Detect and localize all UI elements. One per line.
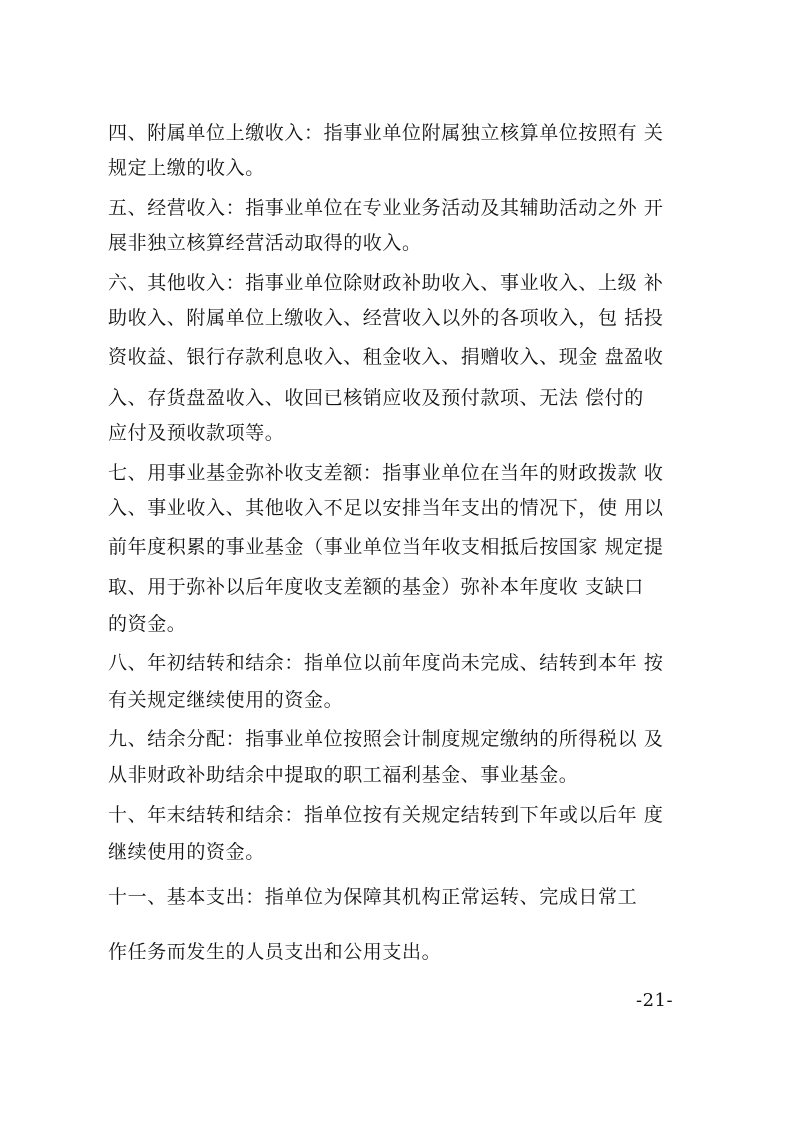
text-line: 展非独立核算经营活动取得的收入。	[108, 232, 422, 254]
text-line: 继续使用的资金。	[108, 841, 265, 863]
text-line: 入、存货盘盈收入、收回已核销应收及预付款项、无法 偿付的	[108, 387, 644, 409]
text-line: 六、其他收入：指事业单位除财政补助收入、事业收入、上级 补	[108, 272, 664, 294]
text-line: 九、结余分配：指事业单位按照会计制度规定缴纳的所得税以 及	[108, 728, 664, 750]
text-line: 取、用于弥补以后年度收支差额的基金）弥补本年度收 支缺口	[108, 576, 644, 598]
text-line: 从非财政补助结余中提取的职工福利基金、事业基金。	[108, 764, 579, 786]
text-line: 四、附属单位上缴收入：指事业单位附属独立核算单位按照有 关	[108, 122, 664, 144]
text-line: 有关规定继续使用的资金。	[108, 689, 344, 711]
text-line: 十、年末结转和结余：指单位按有关规定结转到下年或以后年 度	[108, 804, 664, 826]
text-line: 八、年初结转和结余：指单位以前年度尚未完成、结转到本年 按	[108, 652, 664, 674]
text-line: 作任务而发生的人员支出和公用支出。	[108, 941, 442, 963]
text-line: 规定上缴的收入。	[108, 157, 265, 179]
text-line: 入、事业收入、其他收入不足以安排当年支出的情况下，使 用以	[108, 497, 664, 519]
text-line: 的资金。	[108, 613, 187, 635]
text-line: 助收入、附属单位上缴收入、经营收入以外的各项收入，包 括投	[108, 307, 664, 329]
text-line: 应付及预收款项等。	[108, 422, 285, 444]
text-line: 资收益、银行存款利息收入、租金收入、捐赠收入、现金 盘盈收	[108, 346, 664, 368]
text-line: 五、经营收入：指事业单位在专业业务活动及其辅助活动之外 开	[108, 197, 664, 219]
text-line: 七、用事业基金弥补收支差额：指事业单位在当年的财政拨款 收	[108, 462, 664, 484]
text-line: 前年度积累的事业基金（事业单位当年收支相抵后按国家 规定提	[108, 536, 664, 558]
page-number: -21-	[636, 990, 674, 1011]
text-line: 十一、基本支出：指单位为保障其机构正常运转、完成日常工	[108, 886, 638, 908]
